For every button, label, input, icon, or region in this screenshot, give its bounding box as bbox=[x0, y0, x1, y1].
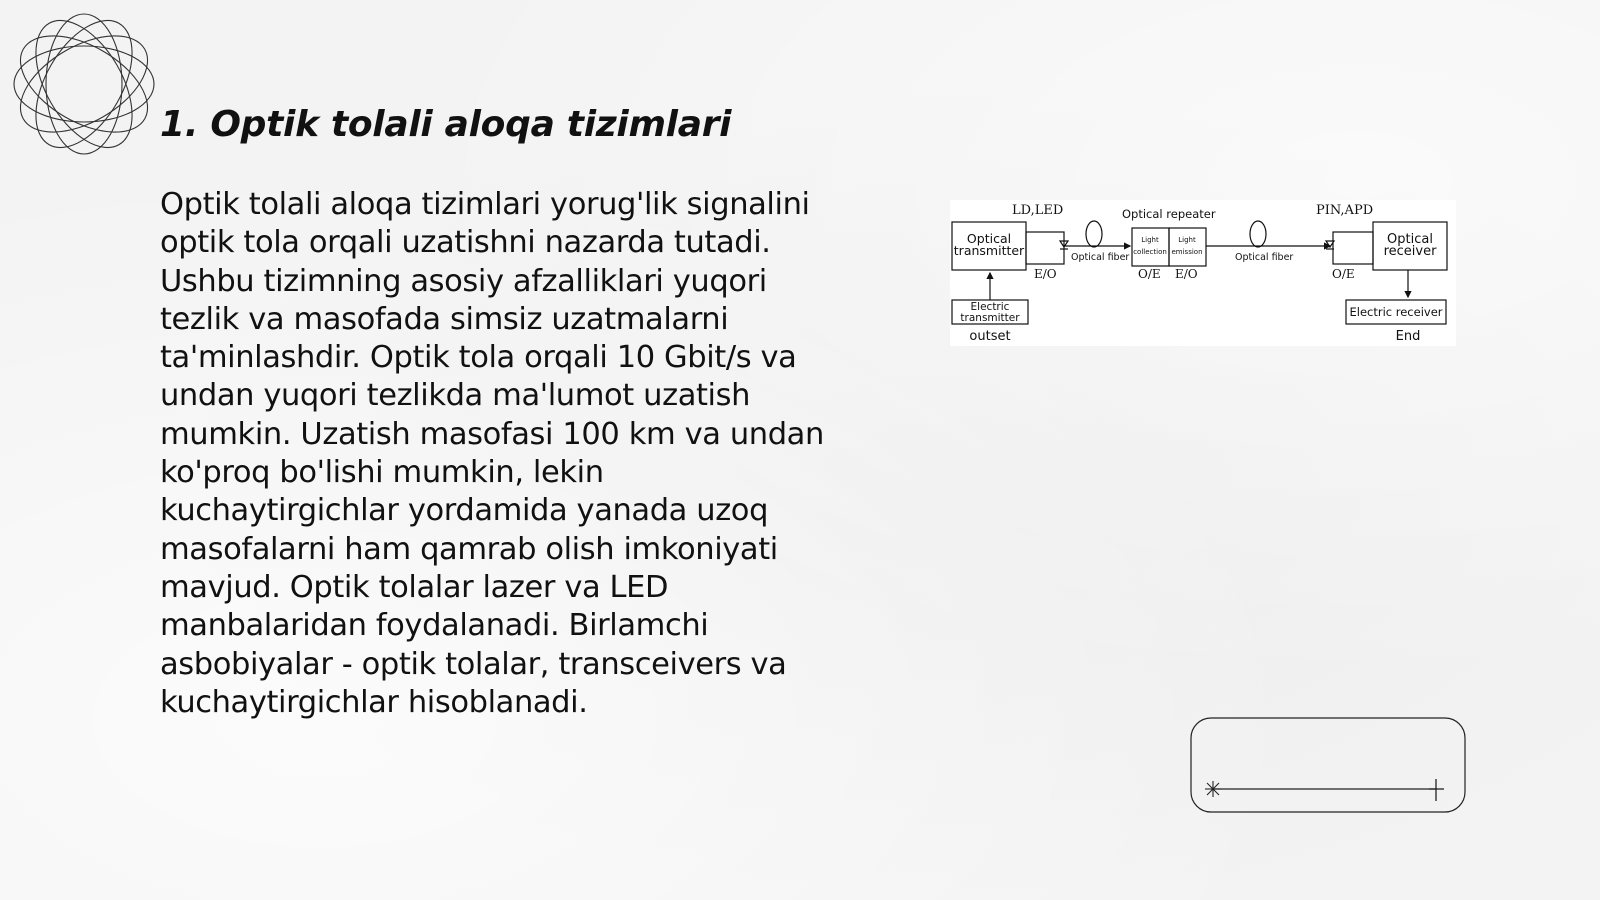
end-label: End bbox=[1395, 329, 1421, 344]
start-label: outset bbox=[969, 329, 1011, 344]
oe-label-1: O/E bbox=[1138, 267, 1161, 281]
electric-transmitter-label-1: Electric bbox=[970, 301, 1010, 313]
ornament-rosette-icon bbox=[10, 10, 158, 158]
optical-transmitter-label-2: transmitter bbox=[953, 243, 1025, 258]
body-paragraph: Optik tolali aloqa tizimlari yorug'lik signalini optik tola orqali uzatishni nazarda tutadi. Ushbu tizimning asosiy afzalliklari yuqori tezlik va masofada simsiz uzatmalarni ta'minlashdir. Optik tola orqali 10 Gbit/s va undan yuqori tezlikda ma'lumot uzatish mumkin. Uzatish masofasi 100 km va undan ko'proq bo'lishi mumkin, lekin kuchaytirgichlar yordamida yanada uzoq masofalarni ham qamrab olish imkoniyati mavjud. Optik tolalar lazer va LED manbalaridan foydalanadi. Birlamchi asbobiyalar - optik tolalar, transceivers va kuchaytirgichlar hisoblanadi. bbox=[160, 187, 824, 720]
light-emission-box bbox=[1169, 228, 1206, 266]
electric-transmitter-label-2: transmitter bbox=[960, 312, 1020, 324]
light-collection-label-2: collection bbox=[1133, 248, 1167, 256]
eo-label-2: E/O bbox=[1175, 267, 1198, 281]
source-label: LD,LED bbox=[1012, 203, 1064, 218]
optical-receiver-label-2: receiver bbox=[1383, 244, 1437, 259]
repeater-label: Optical repeater bbox=[1122, 207, 1216, 221]
electric-receiver-label: Electric receiver bbox=[1349, 305, 1443, 319]
oe-label-2: O/E bbox=[1332, 267, 1355, 281]
detector-label: PIN,APD bbox=[1316, 203, 1374, 218]
decorative-frame bbox=[1190, 717, 1466, 813]
slide-title: 1. Optik tolali aloqa tizimlari bbox=[160, 104, 732, 145]
light-emission-label-2: emission bbox=[1171, 248, 1203, 256]
oe-module-box bbox=[1333, 232, 1373, 264]
optical-transmitter-label-1: Optical bbox=[966, 231, 1012, 246]
eo-label-1: E/O bbox=[1034, 267, 1057, 281]
light-collection-label-1: Light bbox=[1141, 236, 1159, 244]
eo-module-box bbox=[1026, 232, 1064, 264]
sparkle-icon bbox=[1205, 781, 1221, 797]
light-emission-label-1: Light bbox=[1178, 236, 1196, 244]
light-collection-box bbox=[1132, 228, 1169, 266]
cross-star-icon bbox=[1429, 779, 1444, 801]
optical-receiver-label-1: Optical bbox=[1387, 232, 1433, 247]
fiber-label-2: Optical fiber bbox=[1235, 252, 1294, 263]
fiber-system-diagram bbox=[950, 200, 1456, 346]
fiber-label-1: Optical fiber bbox=[1071, 252, 1130, 263]
